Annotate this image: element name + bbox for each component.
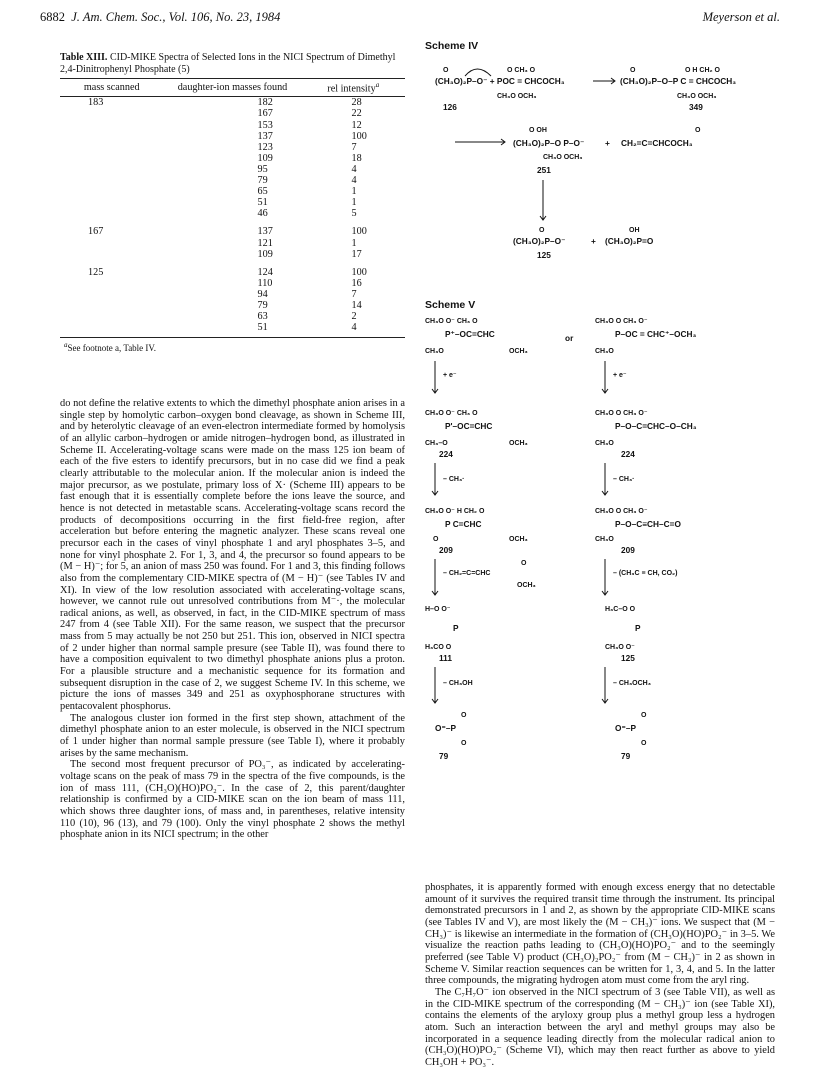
svg-text:+: +	[591, 236, 596, 246]
svg-text:+: +	[605, 138, 610, 148]
table-row	[60, 238, 405, 249]
cell-mass-scanned	[60, 153, 164, 164]
svg-text:O: O	[539, 227, 545, 234]
paragraph: phosphates, it is apparently formed with enough excess energy that no detectable amount of it survives the required transit time through the instrument. Its principal demonstrated precursors in 1 and 2, as shown by the appropriate CID-MIKE scans (see Tables IV and V), are most likely the (M − CH₃)⁻ ions. We suspect that (M − CH₃)⁻ is likewise an intermediate in the formation of (CH₃O)(HO)PO₂⁻ in 3–5. We visualize the reaction paths leading to (CH₃O)(HO)PO₂⁻ and to the seemingly preferred (see Table V) product (CH₃O)₂PO₂⁻ from (M − CH₃)⁻ in 2 as shown in Scheme V. Similar reaction sequences can be written for 1, 3, 4, and 5. In the latter three compounds, the migrating hydrogen atom must come from the aryl ring.	[425, 882, 775, 987]
cell-daughter-mass: 51	[164, 322, 302, 338]
svg-text:CH₃O O⁻: CH₃O O⁻	[605, 644, 635, 651]
svg-text:O H CH₂ O: O H CH₂ O	[685, 67, 720, 74]
cell-mass-scanned	[60, 300, 164, 311]
svg-text:CH₃O O CH₃ O⁻: CH₃O O CH₃ O⁻	[595, 410, 648, 417]
mass-label-349: 349	[689, 102, 703, 112]
cell-mass-scanned: 167	[88, 226, 104, 238]
cell-daughter-mass: 94	[257, 288, 268, 300]
table-row	[60, 219, 405, 237]
svg-text:CH₃O: CH₃O	[595, 440, 614, 447]
svg-text:O: O	[461, 712, 467, 719]
cell-mass-scanned	[60, 311, 164, 322]
table-row	[60, 97, 405, 109]
cell-daughter-mass: 63	[257, 311, 268, 323]
svg-text:OCH₃: OCH₃	[509, 536, 528, 543]
scheme-iv-product-neutral: (CH₃O)₂P=O	[605, 236, 654, 246]
mass-209-right: 209	[621, 545, 635, 555]
scheme-iv-intermediate: (CH₃O)₂P–O P–O⁻	[513, 138, 585, 148]
table-row	[60, 153, 405, 164]
cell-daughter-mass: 79	[257, 299, 268, 311]
cell-rel-intensity: 7	[351, 288, 357, 300]
cell-rel-intensity: 2	[351, 311, 357, 323]
scheme-iv-reactant-sub: CH₃O OCH₃	[497, 93, 537, 100]
table-row	[60, 322, 405, 338]
table-row	[60, 249, 405, 260]
cell-rel-intensity: 100	[351, 130, 367, 142]
cell-daughter-mass: 124	[257, 266, 273, 278]
table-row	[60, 208, 405, 219]
cell-mass-scanned	[60, 208, 164, 219]
scheme-iv-allene: CH₂=C=CHCOCH₃	[621, 138, 693, 148]
cell-rel-intensity: 4	[302, 322, 406, 338]
cell-daughter-mass: 167	[257, 108, 273, 120]
cell-daughter-mass: 65	[257, 186, 268, 198]
svg-text:H₃CO O: H₃CO O	[425, 644, 452, 651]
mass-125-scheme5: 125	[621, 653, 635, 663]
table-label: Table XIII.	[60, 52, 108, 63]
step-methanol-loss: – CH₃OH	[443, 680, 473, 687]
cell-daughter-mass: 110	[257, 277, 273, 289]
svg-text:CH₃O O CH₃ O⁻: CH₃O O CH₃ O⁻	[595, 508, 648, 515]
svg-text:H–O O⁻: H–O O⁻	[425, 606, 451, 613]
cell-rel-intensity: 22	[351, 108, 362, 120]
cell-rel-intensity: 4	[351, 175, 357, 187]
svg-text:P⁺–OC=CHC: P⁺–OC=CHC	[445, 329, 495, 339]
cell-mass-scanned	[60, 197, 164, 208]
cell-mass-scanned	[60, 278, 164, 289]
step-electron-left: + e⁻	[443, 372, 457, 379]
table-caption	[60, 52, 405, 76]
svg-text:O CH₃ O: O CH₃ O	[507, 67, 536, 74]
col-header-mass: mass scanned	[60, 79, 164, 97]
cell-mass-scanned	[60, 175, 164, 186]
svg-text:P'–OC=CHC: P'–OC=CHC	[445, 421, 493, 431]
svg-text:CH₃O: CH₃O	[595, 348, 614, 355]
col-header-intensity: rel intensity$^a$	[302, 79, 406, 97]
table-row	[60, 311, 405, 322]
mass-label-126: 126	[443, 102, 457, 112]
table-row	[60, 300, 405, 311]
mass-209-left: 209	[439, 545, 453, 555]
cell-mass-scanned	[60, 120, 164, 131]
cell-daughter-mass: 79	[257, 175, 268, 187]
step-propyne-co2-loss: – (CH₃C ≡ CH, CO₂)	[613, 570, 678, 577]
table-row	[60, 289, 405, 300]
scheme-iv-product-anion: (CH₃O)₂P–O⁻	[513, 236, 566, 246]
mass-224-right: 224	[621, 449, 635, 459]
data-table	[60, 78, 405, 338]
cell-rel-intensity: 14	[351, 299, 362, 311]
cell-rel-intensity: 1	[351, 197, 357, 209]
cell-rel-intensity: 1	[351, 186, 357, 198]
cell-mass-scanned: 125	[88, 266, 104, 278]
table-title: CID-MIKE Spectra of Selected Ions in the NICI Spectrum of Dimethyl 2,4-Dinitrophenyl Phosphate (5)	[60, 52, 396, 75]
step-electron-right: + e⁻	[613, 372, 627, 379]
cell-daughter-mass: 95	[257, 163, 268, 175]
left-column-text	[60, 398, 405, 841]
authors: Meyerson et al.	[702, 10, 780, 24]
cell-mass-scanned	[60, 108, 164, 119]
cell-mass-scanned: 183	[88, 97, 104, 109]
table-row	[60, 175, 405, 186]
cell-rel-intensity: 17	[351, 248, 362, 260]
cell-rel-intensity: 5	[351, 208, 357, 220]
svg-text:O: O	[641, 712, 647, 719]
table-row	[60, 278, 405, 289]
table-row	[60, 260, 405, 278]
svg-text:O: O	[433, 536, 439, 543]
scheme-v-title: Scheme V	[425, 299, 476, 311]
cell-daughter-mass: 51	[257, 197, 268, 209]
paragraph: do not define the relative extents to which the dimethyl phosphate anion arises in a single step by homolytic carbon–oxygen bond cleavage, as shown in Scheme III, and by heterolytic cleavage of an even-electron intermediate formed by homolysis of an allylic carbon–hydrogen or amide nitrogen–hydrogen bond, as illustrated in Scheme II. Accelerating-voltage scans were made on the mass 125 ion beam of each of the five esters to identify precursors, but in no case did we find a peak clearly attributable to the molecular anion. If the molecular anion is indeed the major precursor, as we postulate, primary loss of X· (Scheme III) appears to be fast enough that it is essentially complete before the ions leave the source, and hence is not detected in metastable scans. Accelerating-voltage scans record the products of decompositions occurring in the first field-free region, after acceleration but before entering the magnetic analyzer. These scans reveal one precursor each in the cases of vinyl phosphate 1 and aryl phosphates 3–5, and none for vinyl phosphate 2. For 1, 3, and 4, the precursor so found appears to be (M − H)⁻; for 5, an anion of mass 250 was found. For 1 and 3, this finding follows also from the complementary CID-MIKE spectra of (M − H)⁻ (see Tables IV and XI). In view of the low resolution associated with accelerating-voltage scans, however, we cannot rule out unresolved contributions from M⁻·, the molecular radical anions, as well, as observed, in fact, in the CID-MIKE spectrum of mass 247 from 4 (see Table XII). For the same reason, we suspect that the precursor mass from 5 may actually be not 250 but 251. This ion, observed in NICI spectra of 2 under higher than normal sample presure (see Table II), was found there to have a composition equivalent to two dimethyl phosphate anions plus a proton. For a plausible structure and a mechanistic sequence for its formation and subsequent disruption in the case of 2, we suggest Scheme IV. In this scheme, we picture the ions of masses 349 and 251 as oxyphosphorane structures with pentacovalent phosphorus.	[60, 398, 405, 713]
step-allene-loss: – CH₂=C=CHC	[443, 570, 491, 577]
cell-daughter-mass: 137	[257, 226, 273, 238]
cell-daughter-mass: 153	[257, 119, 273, 131]
cell-mass-scanned	[60, 186, 164, 197]
svg-text:P: P	[635, 623, 641, 633]
paragraph: The C₇H₇O⁻ ion observed in the NICI spectrum of 3 (see Table VII), as well as in the CID-MIKE spectrum of the corresponding (M − CH₃)⁻ ion (see Table XI), contains the elements of the aryloxy group plus a methyl group less a hydrogen atom. Such an interaction between the aryl and methyl groups may also be incorporated in a sequence leading directly from the molecular radical anion to (CH₃O)(HO)PO₂⁻ (Scheme VI), which may then react further as above to yield CH₃OH + PO₃⁻.	[425, 986, 775, 1068]
svg-text:CH₃O O⁻ H CH₂ O: CH₃O O⁻ H CH₂ O	[425, 508, 485, 515]
svg-text:P–O–C=CHC–O–CH₃: P–O–C=CHC–O–CH₃	[615, 421, 697, 431]
table-section	[60, 52, 405, 353]
cell-rel-intensity: 12	[351, 119, 362, 131]
cell-rel-intensity: 100	[351, 226, 367, 238]
svg-text:H₃C–O O: H₃C–O O	[605, 606, 636, 613]
cell-daughter-mass: 137	[257, 130, 273, 142]
cell-rel-intensity: 16	[351, 277, 362, 289]
cell-daughter-mass: 121	[257, 237, 273, 249]
paragraph: The second most frequent precursor of PO₃⁻, as indicated by accelerating-voltage scans on the peak of mass 79 in the spectra of the five compounds, is the ion of mass 111, (CH₃O)(HO)PO₂⁻. In the case of 2, this parent/daughter relationship is confirmed by a CID-MIKE scan on the ion beam of mass 111, which shows three daughter ions, of mass and, in parentheses, relative intensity 110 (10), 96 (13), and 79 (100). Only the vinyl phosphate 2 shows the methyl phosphate anion in its NICI spectrum; in the other	[60, 759, 405, 841]
mass-label-251: 251	[537, 165, 551, 175]
step-dimethylether-loss: – CH₃OCH₃	[613, 680, 651, 687]
svg-text:OCH₃: OCH₃	[509, 348, 528, 355]
svg-text:P–OC = CHC⁺–OCH₃: P–OC = CHC⁺–OCH₃	[615, 329, 697, 339]
cell-daughter-mass: 109	[257, 248, 273, 260]
svg-text:P–O–C≡CH–C=O: P–O–C≡CH–C=O	[615, 519, 681, 529]
paragraph: The analogous cluster ion formed in the first step shown, attachment of the dimethyl phosphate anion to an ester molecule, is observed in the NICI spectrum of 1 under higher than normal sample pressure (see Table I), where it probably arises by the same mechanism.	[60, 712, 405, 759]
cell-mass-scanned	[60, 142, 164, 153]
step-allene-loss-tail: OCH₃	[517, 582, 536, 589]
svg-text:O: O	[443, 67, 449, 74]
svg-text:CH₃–O: CH₃–O	[425, 440, 448, 447]
svg-text:O: O	[461, 740, 467, 747]
mass-79-left: 79	[439, 751, 449, 761]
svg-text:CH₃O O CH₃ O⁻: CH₃O O CH₃ O⁻	[595, 318, 648, 325]
cell-rel-intensity: 18	[351, 152, 362, 164]
svg-text:CH₃O O⁻ CH₃ O: CH₃O O⁻ CH₃ O	[425, 318, 478, 325]
cell-rel-intensity: 7	[351, 141, 357, 153]
table-footnote: $^a$See footnote a, Table IV.	[64, 341, 157, 354]
svg-text:O: O	[521, 560, 527, 567]
svg-text:O: O	[695, 127, 701, 134]
scheme-iv-title: Scheme IV	[425, 40, 479, 52]
svg-text:O⁼–P: O⁼–P	[615, 723, 636, 733]
cell-mass-scanned	[60, 249, 164, 260]
svg-text:P C=CHC: P C=CHC	[445, 519, 482, 529]
scheme-iv-diagram	[425, 52, 775, 277]
cell-daughter-mass: 109	[257, 152, 273, 164]
table-row	[60, 164, 405, 175]
journal-citation: J. Am. Chem. Soc., Vol. 106, No. 23, 1984	[71, 10, 281, 24]
cell-rel-intensity: 4	[351, 163, 357, 175]
right-column-text	[425, 882, 775, 1069]
col-header-daughters: daughter-ion masses found	[164, 79, 302, 97]
scheme-v-diagram	[425, 311, 775, 881]
svg-text:O⁼–P: O⁼–P	[435, 723, 456, 733]
step-methyl-right: – CH₃·	[613, 476, 635, 483]
scheme-iv-intermediate-sub: CH₃O OCH₃	[543, 154, 583, 161]
cell-mass-scanned	[60, 238, 164, 249]
cell-mass-scanned	[60, 322, 164, 338]
cell-rel-intensity: 28	[351, 97, 362, 109]
cell-mass-scanned	[60, 131, 164, 142]
svg-text:OH: OH	[629, 227, 640, 234]
cell-mass-scanned	[60, 289, 164, 300]
svg-text:CH₃O: CH₃O	[595, 536, 614, 543]
cell-daughter-mass: 46	[257, 208, 268, 220]
table-row	[60, 186, 405, 197]
cell-mass-scanned	[60, 164, 164, 175]
mass-79-right: 79	[621, 751, 631, 761]
curved-arrow	[465, 69, 491, 76]
or-text: or	[565, 333, 574, 343]
cell-daughter-mass: 123	[257, 141, 273, 153]
table-row	[60, 142, 405, 153]
table-row	[60, 108, 405, 119]
svg-text:CH₃O: CH₃O	[425, 348, 444, 355]
table-row	[60, 120, 405, 131]
cell-daughter-mass: 182	[257, 97, 273, 109]
scheme-iv-adduct-sub: CH₃O OCH₃	[677, 93, 717, 100]
mass-label-125: 125	[537, 250, 551, 260]
mass-224-left: 224	[439, 449, 453, 459]
cell-rel-intensity: 100	[351, 266, 367, 278]
mass-111: 111	[439, 653, 452, 663]
schemes-column	[425, 40, 775, 881]
svg-text:O OH: O OH	[529, 127, 547, 134]
footnote-marker: a	[375, 81, 380, 89]
scheme-iv-adduct: (CH₃O)₂P–O–P C = CHCOCH₃	[620, 76, 737, 86]
step-methyl-left: – CH₃·	[443, 476, 465, 483]
table-row	[60, 131, 405, 142]
svg-text:OCH₃: OCH₃	[509, 440, 528, 447]
svg-text:O: O	[641, 740, 647, 747]
svg-text:CH₃O O⁻ CH₃ O: CH₃O O⁻ CH₃ O	[425, 410, 478, 417]
running-header	[40, 10, 780, 28]
svg-text:P: P	[453, 623, 459, 633]
cell-rel-intensity: 1	[351, 237, 357, 249]
table-row	[60, 197, 405, 208]
scheme-iv-reactants: (CH₃O)₂P–O⁻ + POC = CHCOCH₃	[435, 76, 565, 86]
svg-text:O: O	[630, 67, 636, 74]
page-number: 6882	[40, 10, 65, 24]
